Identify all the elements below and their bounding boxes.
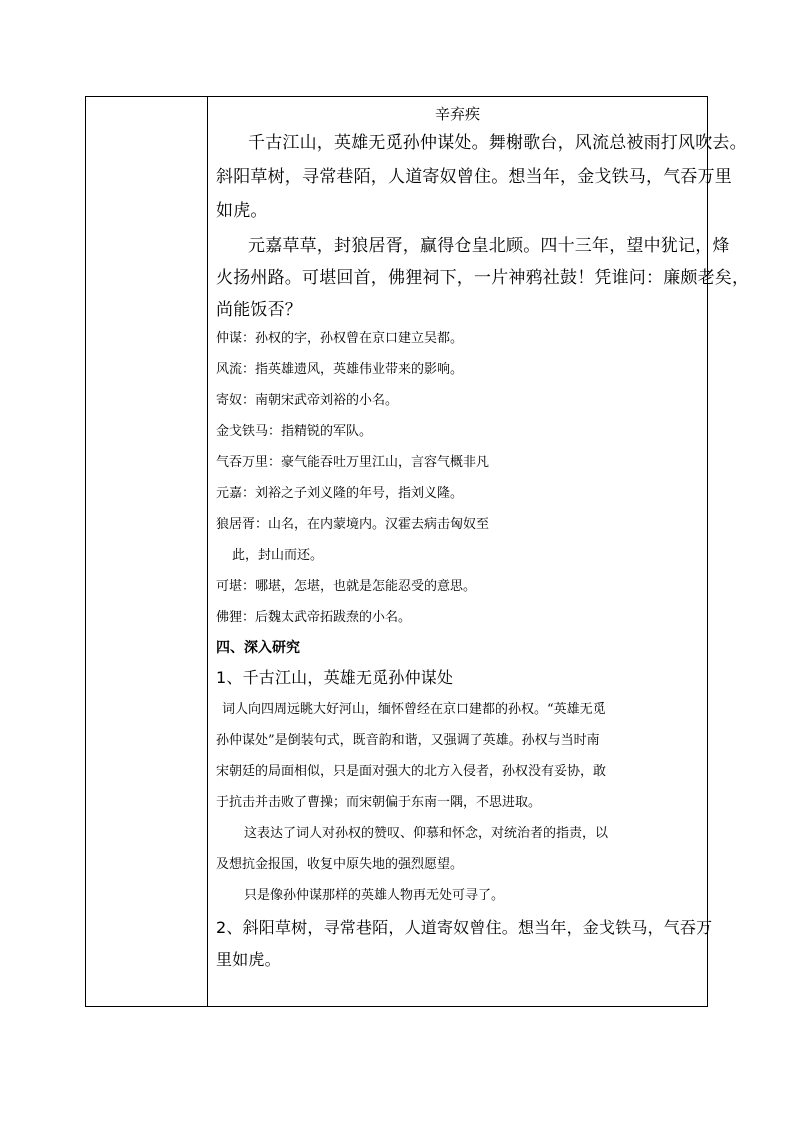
analysis-line: 这表达了词人对孙权的赞叹、仰慕和怀念，对统治者的指责，以 <box>244 826 609 841</box>
poem-line: 元嘉草草，封狼居胥，赢得仓皇北顾。四十三年，望中犹记，烽 <box>248 236 730 256</box>
question-heading: 里如虎。 <box>216 950 281 969</box>
question-heading: 2、斜阳草树，寻常巷陌，人道寄奴曾住。想当年，金戈铁马，气吞万 <box>216 918 713 937</box>
annotation-line: 可堪：哪堪，怎堪，也就是怎能忍受的意思。 <box>216 579 477 594</box>
analysis-line: 宋朝廷的局面相似，只是面对强大的北方入侵者，孙权没有妥协，敢 <box>216 764 607 779</box>
annotation-line: 气吞万里：豪气能吞吐万里江山，言容气概非凡 <box>216 455 490 470</box>
annotation-line: 金戈铁马：指精锐的军队。 <box>216 424 373 439</box>
annotation-line: 此，封山而还。 <box>232 548 324 563</box>
annotation-line: 狼居胥：山名，在内蒙境内。汉霍去病击匈奴至 <box>216 517 490 532</box>
analysis-line: 只是像孙仲谋那样的英雄人物再无处可寻了。 <box>244 888 505 903</box>
left-column-cell <box>86 97 208 1006</box>
poem-line: 斜阳草树，寻常巷陌，人道寄奴曾住。想当年，金戈铁马，气吞万里 <box>216 167 732 187</box>
analysis-line: 词人向四周远眺大好河山，缅怀曾经在京口建都的孙权。“英雄无觅 <box>222 702 606 717</box>
analysis-line: 于抗击并击败了曹操；而宋朝偏于东南一隅，不思进取。 <box>216 795 542 810</box>
right-column-cell <box>208 97 750 1006</box>
poem-line: 千古江山，英雄无觅孙仲谋处。舞榭歌台，风流总被雨打风吹去。 <box>248 133 747 153</box>
poem-line: 火扬州路。可堪回首，佛狸祠下，一片神鸦社鼓！凭谁问：廉颇老矣， <box>216 268 750 288</box>
question-heading: 1、千古江山，英雄无觅孙仲谋处 <box>216 668 454 687</box>
analysis-line: 及想抗金报国，收复中原失地的强烈愿望。 <box>216 857 464 872</box>
annotation-line: 佛狸：后魏太武帝拓跋焘的小名。 <box>216 610 412 625</box>
section-heading: 四、深入研究 <box>216 640 300 656</box>
poem-line: 如虎。 <box>216 201 268 221</box>
annotation-line: 寄奴：南朝宋武帝刘裕的小名。 <box>216 393 399 408</box>
annotation-line: 元嘉：刘裕之子刘义隆的年号，指刘义隆。 <box>216 486 464 501</box>
author-name: 辛弃疾 <box>434 105 480 123</box>
poem-line: 尚能饭否？ <box>216 300 302 320</box>
annotation-line: 仲谋：孙权的字，孙权曾在京口建立吴都。 <box>216 331 464 346</box>
annotation-line: 风流：指英雄遗风，英雄伟业带来的影响。 <box>216 362 464 377</box>
analysis-line: 孙仲谋处”是倒装句式，既音韵和谐，又强调了英雄。孙权与当时南 <box>216 733 600 748</box>
content-table <box>85 96 750 1007</box>
